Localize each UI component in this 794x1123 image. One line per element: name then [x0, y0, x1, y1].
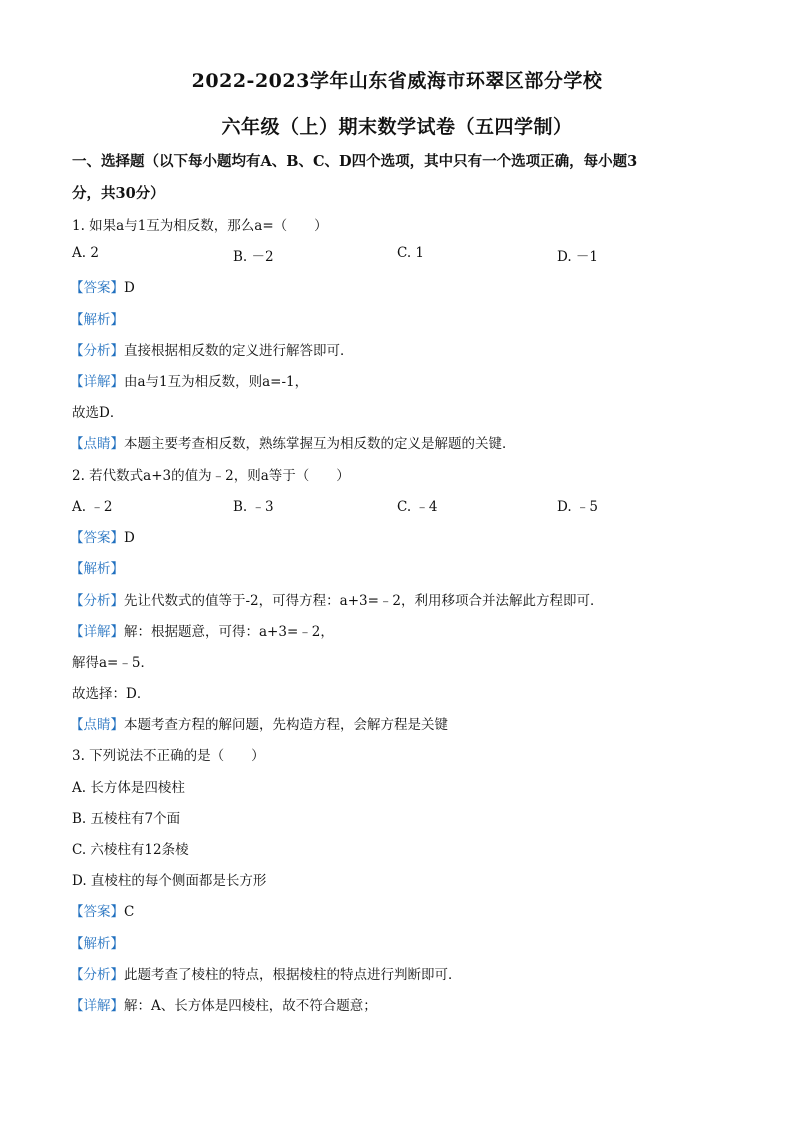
q2-option-d: D. ﹣5 — [557, 499, 599, 515]
section-heading-line1: 一、选择题（以下每小题均有A、B、C、D四个选项，其中只有一个选项正确，每小题3 — [72, 153, 638, 170]
q2-option-a: A. ﹣2 — [72, 499, 113, 515]
answer-tag: 【答案】 — [70, 904, 124, 920]
detail-tag: 【详解】 — [70, 374, 124, 390]
q2-answer-value: D — [124, 530, 135, 546]
q1-fenxi-text: 直接根据相反数的定义进行解答即可． — [124, 343, 354, 359]
q1-option-b: B. －2 — [233, 249, 274, 265]
fenxi-tag: 【分析】 — [70, 343, 124, 359]
q2-answer — [70, 526, 135, 546]
q3-answer — [70, 900, 134, 920]
answer-tag: 【答案】 — [70, 280, 124, 296]
analysis-tag: 【解析】 — [70, 936, 124, 952]
q2-comment-text: 本题考查方程的解问题，先构造方程，会解方程是关键 — [124, 717, 448, 733]
q3-analysis — [70, 932, 124, 952]
q1-detail-text: 由a与1互为相反数，则a=-1， — [124, 374, 309, 390]
q1-analysis — [70, 308, 124, 328]
q3-stem: 3. 下列说法不正确的是（ ） — [72, 748, 265, 764]
page-title-line1: 2022-2023学年山东省威海市环翠区部分学校 — [191, 70, 603, 92]
analysis-tag: 【解析】 — [70, 312, 124, 328]
fenxi-tag: 【分析】 — [70, 967, 124, 983]
detail-tag: 【详解】 — [70, 624, 124, 640]
q2-stem: 2. 若代数式a+3的值为﹣2，则a等于（ ） — [72, 468, 350, 484]
q1-fenxi — [70, 339, 354, 359]
q2-fenxi — [70, 589, 604, 609]
q3-fenxi-text: 此题考查了棱柱的特点，根据棱柱的特点进行判断即可． — [124, 967, 462, 983]
q1-comment-text: 本题主要考查相反数，熟练掌握互为相反数的定义是解题的关键． — [124, 436, 516, 452]
q3-detail — [70, 994, 377, 1014]
q1-option-a: A. 2 — [72, 245, 99, 261]
answer-tag: 【答案】 — [70, 530, 124, 546]
q3-option-c: C. 六棱柱有12条棱 — [72, 842, 189, 858]
q1-option-c: C. 1 — [397, 245, 425, 261]
page-title-line2: 六年级（上）期末数学试卷（五四学制） — [221, 116, 573, 138]
q2-detail-text: 解：根据题意，可得：a+3=﹣2， — [124, 624, 334, 640]
q2-comment — [70, 713, 448, 733]
q2-option-b: B. ﹣3 — [233, 499, 274, 515]
q2-detail — [70, 620, 334, 640]
comment-tag: 【点睛】 — [70, 717, 124, 733]
fenxi-tag: 【分析】 — [70, 593, 124, 609]
q1-detail — [70, 370, 308, 390]
q3-option-d: D. 直棱柱的每个侧面都是长方形 — [72, 873, 267, 889]
q1-comment — [70, 432, 516, 452]
q2-detail-line2: 解得a=﹣5． — [72, 655, 154, 671]
q1-answer-value: D — [124, 280, 135, 296]
q1-stem: 1. 如果a与1互为相反数，那么a=（ ） — [72, 218, 328, 234]
comment-tag: 【点睛】 — [70, 436, 124, 452]
q3-option-b: B. 五棱柱有7个面 — [72, 811, 181, 827]
q3-answer-value: C — [124, 904, 135, 920]
q3-detail-text: 解：A、长方体是四棱柱，故不符合题意； — [124, 998, 377, 1014]
q2-option-c: C. ﹣4 — [397, 499, 438, 515]
q1-option-d: D. －1 — [557, 249, 599, 265]
q2-detail-line3: 故选择：D． — [72, 686, 151, 702]
analysis-tag: 【解析】 — [70, 561, 124, 577]
detail-tag: 【详解】 — [70, 998, 124, 1014]
q3-fenxi — [70, 963, 462, 983]
q1-detail-line2: 故选D． — [72, 405, 124, 421]
q3-option-a: A. 长方体是四棱柱 — [72, 780, 185, 796]
section-heading-line2: 分，共30分） — [72, 185, 165, 202]
q2-fenxi-text: 先让代数式的值等于-2，可得方程：a+3=﹣2，利用移项合并法解此方程即可． — [124, 593, 604, 609]
q2-analysis — [70, 557, 124, 577]
q1-answer — [70, 276, 135, 296]
